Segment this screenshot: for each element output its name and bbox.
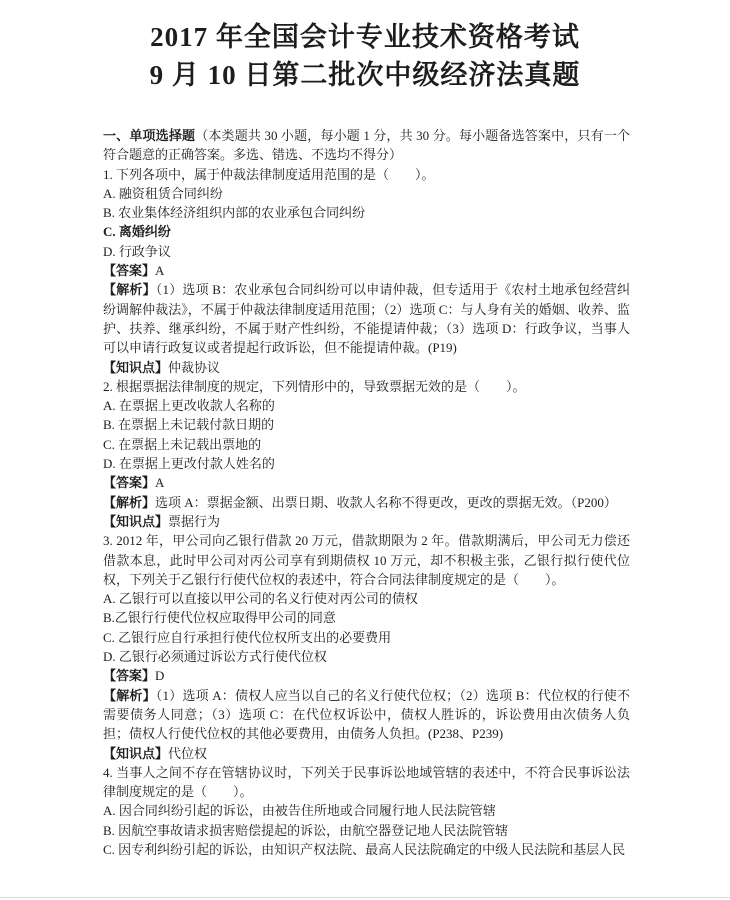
question-2-stem: 2. 根据票据法律制度的规定，下列情形中的，导致票据无效的是（ ）。 [103,378,526,394]
question-1-option-d: D. 行政争议 [103,243,171,259]
question-2-option-b: B. 在票据上未记载付款日期的 [103,417,275,433]
analysis-label: 【解析】 [103,494,156,510]
question-2-option-d: D. 在票据上更改付款人姓名的 [103,456,275,472]
question-1-knowledge-text: 仲裁协议 [168,359,221,375]
document-title-line-2: 9 月 10 日第二批次中级经济法真题 [149,60,581,90]
question-2 [103,377,630,531]
question-1-option-c: C. 离婚纠纷 [103,224,171,240]
knowledge-label: 【知识点】 [103,513,169,529]
question-4-stem: 4. 当事人之间不存在管辖协议时，下列关于民事诉讼地域管辖的表述中，不符合民事诉讼法律制度规定的是（ ）。 [103,764,630,800]
question-1-analysis-text: （1）选项 B：农业承包合同纠纷可以申请仲裁，但专适用于《农村土地承包经营纠纷调解仲裁法》，不属于仲裁法律制度适用范围；（2）选项 C：与人身有关的婚姻、收养、监护、扶养、继承纠纷，不属于财产性纠纷，不能提请仲裁；（3）选项 D：行政争议，当事人可以申请行政复议或者提起行政诉讼，但不能提请仲裁。(P19) [103,282,630,356]
question-3-option-a: A. 乙银行可以直接以甲公司的名义行使对丙公司的债权 [103,591,418,607]
document-title [0,0,730,94]
document-body [103,126,630,859]
question-2-answer-line [103,473,630,492]
question-2-knowledge-line [103,512,630,531]
analysis-label: 【解析】 [103,282,156,298]
section-heading-title: 一、单项选择题 [103,128,196,143]
question-2-option-a: A. 在票据上更改收款人名称的 [103,398,275,414]
question-4 [103,763,630,859]
question-1-knowledge-line [103,358,630,377]
question-3-option-b: B.乙银行行使代位权应取得甲公司的同意 [103,610,336,626]
question-1-answer-value: A [155,263,165,279]
question-4-option-c: C. 因专利纠纷引起的诉讼，由知识产权法院、最高人民法院确定的中级人民法院和基层人民 [103,841,626,857]
section-heading [103,126,630,165]
analysis-label: 【解析】 [103,687,156,703]
question-1-option-a: A. 融资租赁合同纠纷 [103,185,223,201]
document-title-line-1: 2017 年全国会计专业技术资格考试 [150,22,580,52]
knowledge-label: 【知识点】 [103,745,169,761]
question-3 [103,531,630,763]
question-1-answer-line [103,261,630,280]
question-1 [103,165,630,377]
question-2-option-c: C. 在票据上未记载出票地的 [103,436,262,452]
question-1-stem: 1. 下列各项中，属于仲裁法律制度适用范围的是（ ）。 [103,166,435,182]
question-3-knowledge-text: 代位权 [168,745,208,761]
question-4-option-b: B. 因航空事故请求损害赔偿提起的诉讼，由航空器登记地人民法院管辖 [103,822,509,838]
question-2-analysis-line [103,493,630,512]
question-3-analysis-line [103,686,630,744]
answer-label: 【答案】 [103,263,156,279]
answer-label: 【答案】 [103,668,156,684]
question-3-answer-line [103,666,630,685]
question-3-analysis-text: （1）选项 A：债权人应当以自己的名义行使代位权；（2）选项 B：代位权的行使不需要债务人同意；（3）选项 C：在代位权诉讼中，债权人胜诉的，诉讼费用由次债务人负担；债权人行使代位权的其他必要费用，由债务人负担。(P238、P239) [103,687,630,742]
question-3-option-c: C. 乙银行应自行承担行使代位权所支出的必要费用 [103,629,392,645]
question-3-knowledge-line [103,744,630,763]
knowledge-label: 【知识点】 [103,359,169,375]
question-1-analysis-line [103,280,630,357]
question-2-analysis-text: 选项 A：票据金额、出票日期、收款人名称不得更改，更改的票据无效。（P200） [155,494,617,510]
question-4-option-a: A. 因合同纠纷引起的诉讼，由被告住所地或合同履行地人民法院管辖 [103,803,496,819]
question-3-option-d: D. 乙银行必须通过诉讼方式行使代位权 [103,649,327,665]
page-bottom-edge [0,897,730,898]
question-2-knowledge-text: 票据行为 [168,513,221,529]
question-3-answer-value: D [155,668,165,684]
question-1-option-b: B. 农业集体经济组织内部的农业承包合同纠纷 [103,205,366,221]
answer-label: 【答案】 [103,475,156,491]
section-heading-note: （本类题共 30 小题，每小题 1 分，共 30 分。每小题备选答案中，只有一个符合题意的正确答案。多选、错选、不选均不得分） [103,128,630,163]
question-2-answer-value: A [155,475,165,491]
question-3-stem: 3. 2012 年，甲公司向乙银行借款 20 万元，借款期限为 2 年。借款期满后，甲公司无力偿还借款本息，此时甲公司对丙公司享有到期债权 10 万元，却不积极主张，乙银行拟行使代位权，下列关于乙银行行使代位权的表述中，符合合同法律制度规定的是（ ）。 [103,533,630,587]
